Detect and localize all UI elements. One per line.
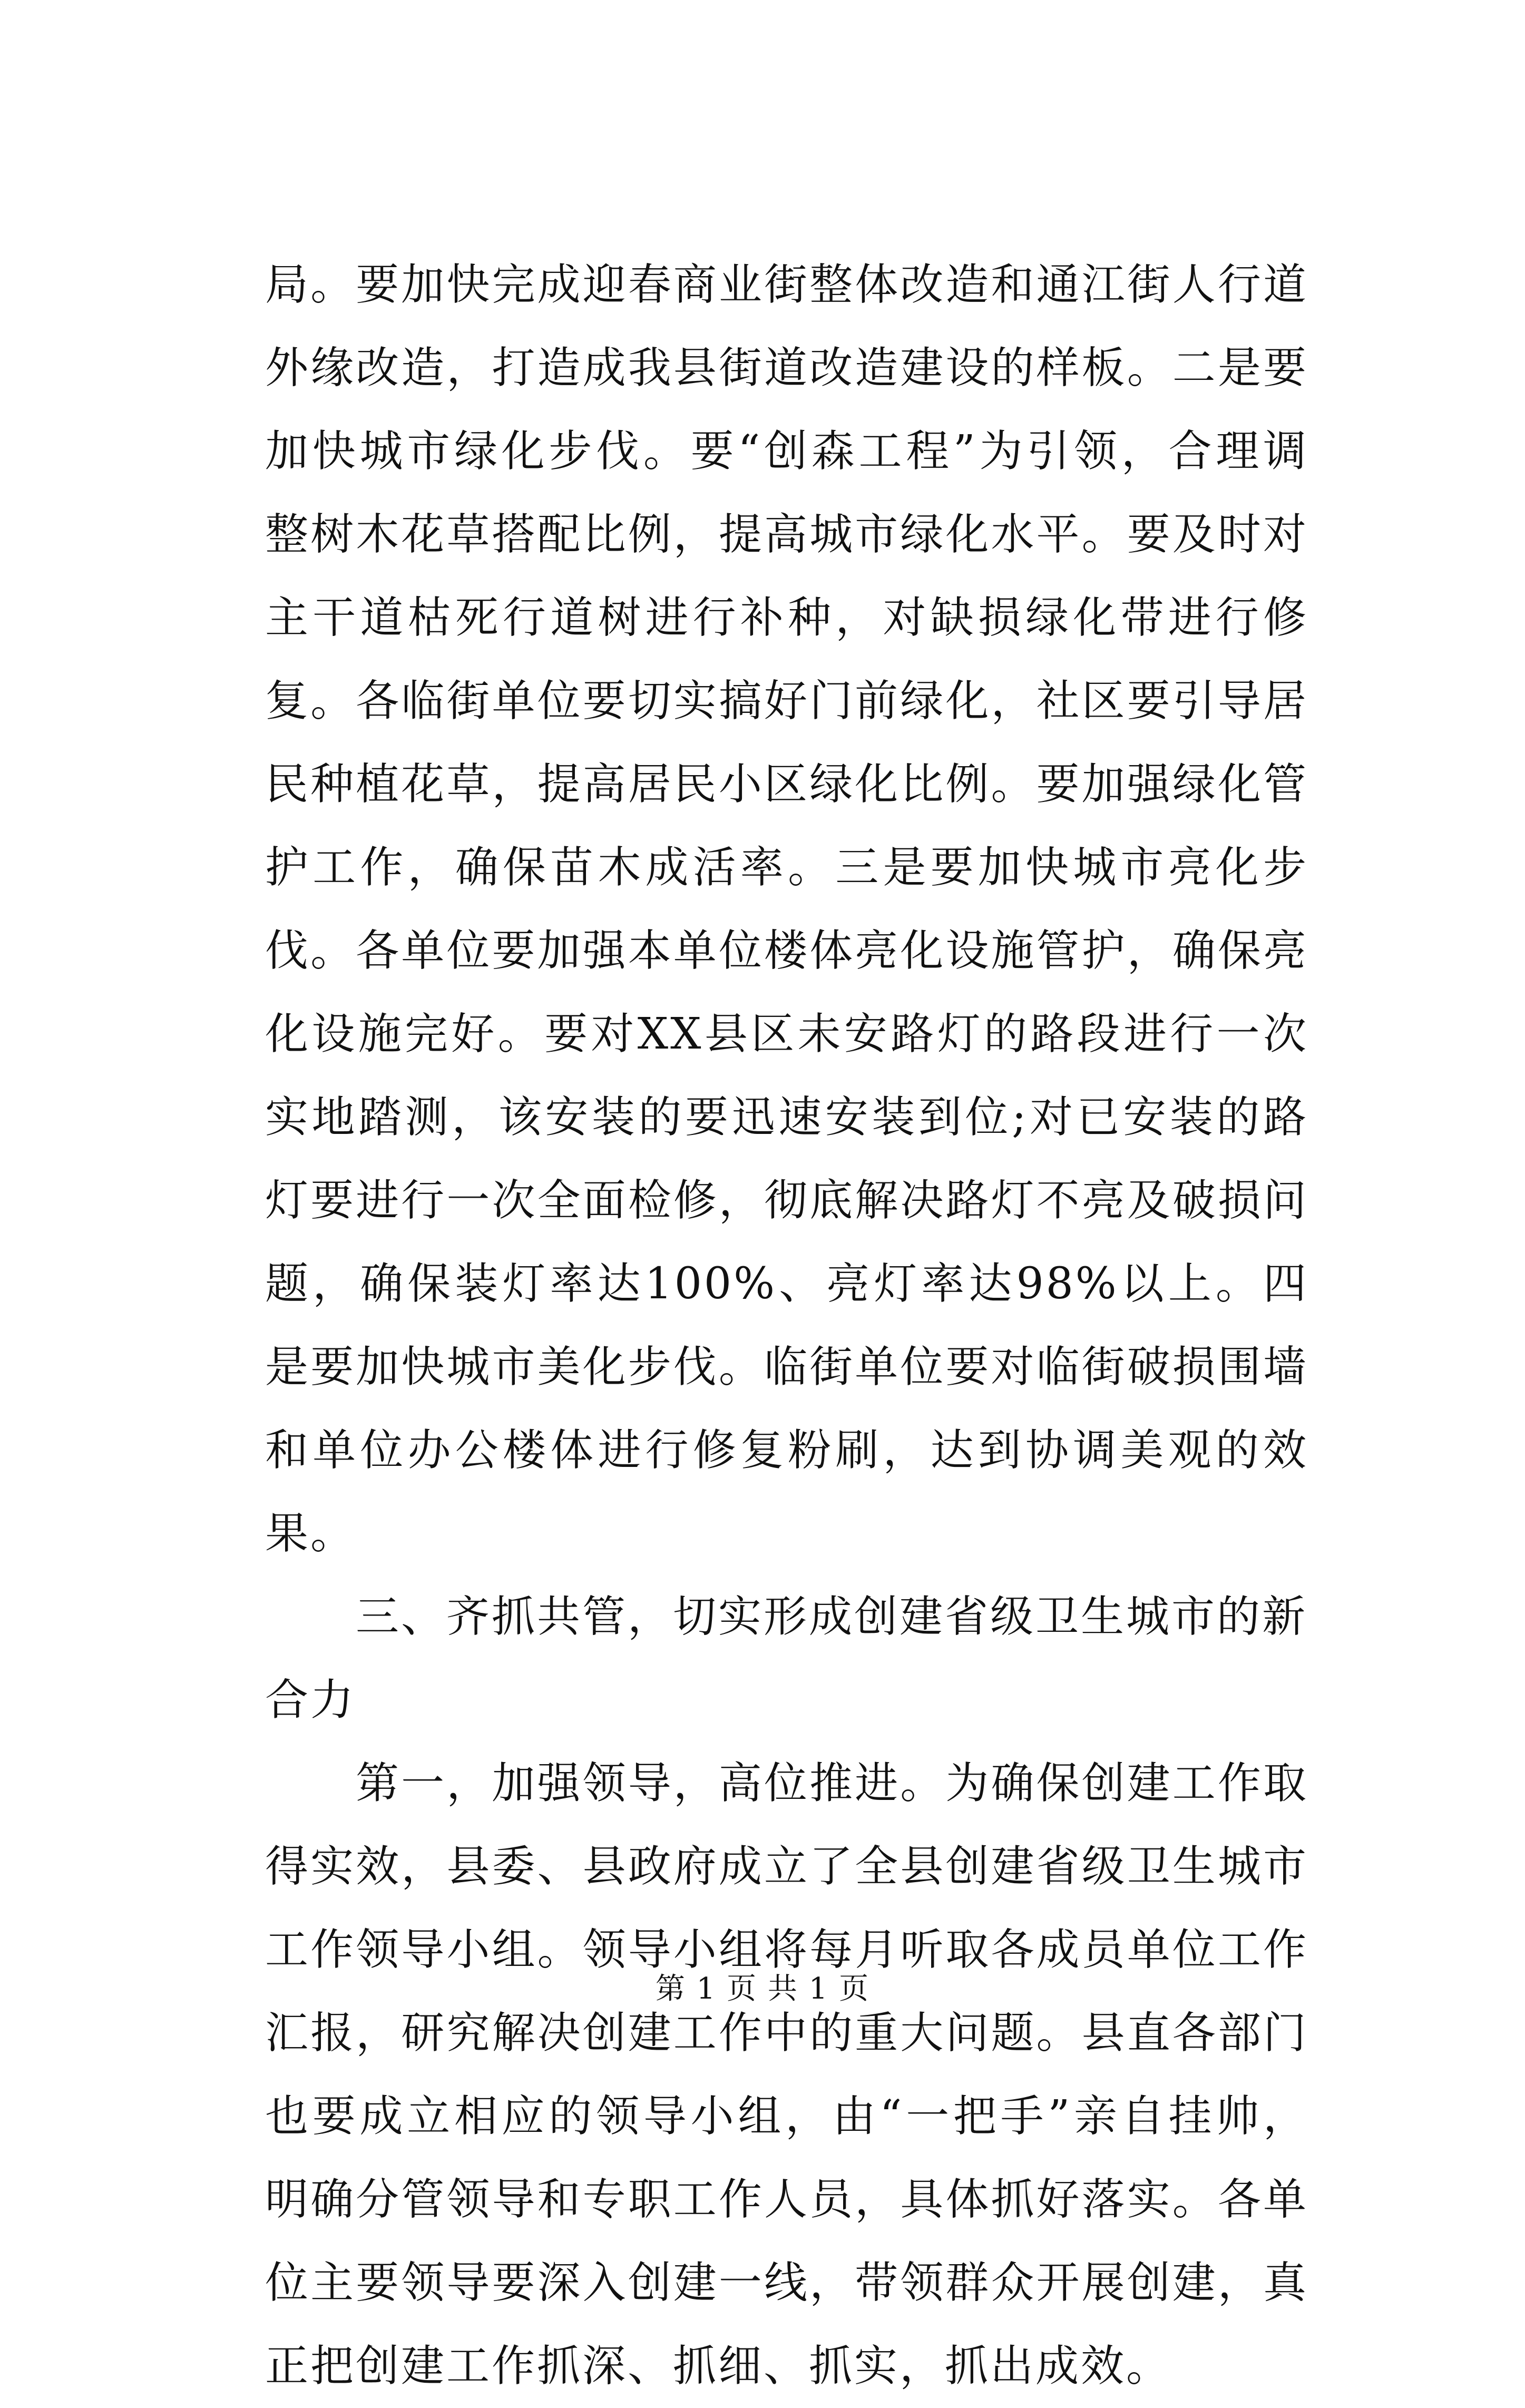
page-footer: 第 1 页 共 1 页 <box>655 1972 870 2006</box>
section-heading: 三、齐抓共管，切实形成创建省级卫生城市的新合力 <box>265 1592 1308 1725</box>
body-paragraph: 第一，加强领导，高位推进。为确保创建工作取得实效，县委、县政府成立了全县创建省级卫生城市工作领导小组。领导小组将每月听取各成员单位工作汇报，研究解决创建工作中的重大问题。县直各部门也要成立相应的领导小组，由“一把手”亲自挂帅，明确分管领导和专职工作人员，具体抓好落实。各单位主要领导要深入创建一线，带领群众开展创建，真正把创建工作抓深、抓细、抓实，抓出成效。 <box>265 1758 1308 2391</box>
document-body <box>265 243 1308 2408</box>
body-paragraph-continued: 局。要加快完成迎春商业街整体改造和通江街人行道外缘改造，打造成我县街道改造建设的样板。二是要加快城市绿化步伐。要“创森工程”为引领，合理调整树木花草搭配比例，提高城市绿化水平。要及时对主干道枯死行道树进行补种，对缺损绿化带进行修复。各临街单位要切实搞好门前绿化，社区要引导居民种植花草，提高居民小区绿化比例。要加强绿化管护工作，确保苗木成活率。三是要加快城市亮化步伐。各单位要加强本单位楼体亮化设施管护，确保亮化设施完好。要对XX县区未安路灯的路段进行一次实地踏测，该安装的要迅速安装到位;对已安装的路灯要进行一次全面检修，彻底解决路灯不亮及破损问题，确保装灯率达100%、亮灯率达98%以上。四是要加快城市美化步伐。临街单位要对临街破损围墙和单位办公楼体进行修复粉刷，达到协调美观的效果。 <box>265 260 1308 1559</box>
